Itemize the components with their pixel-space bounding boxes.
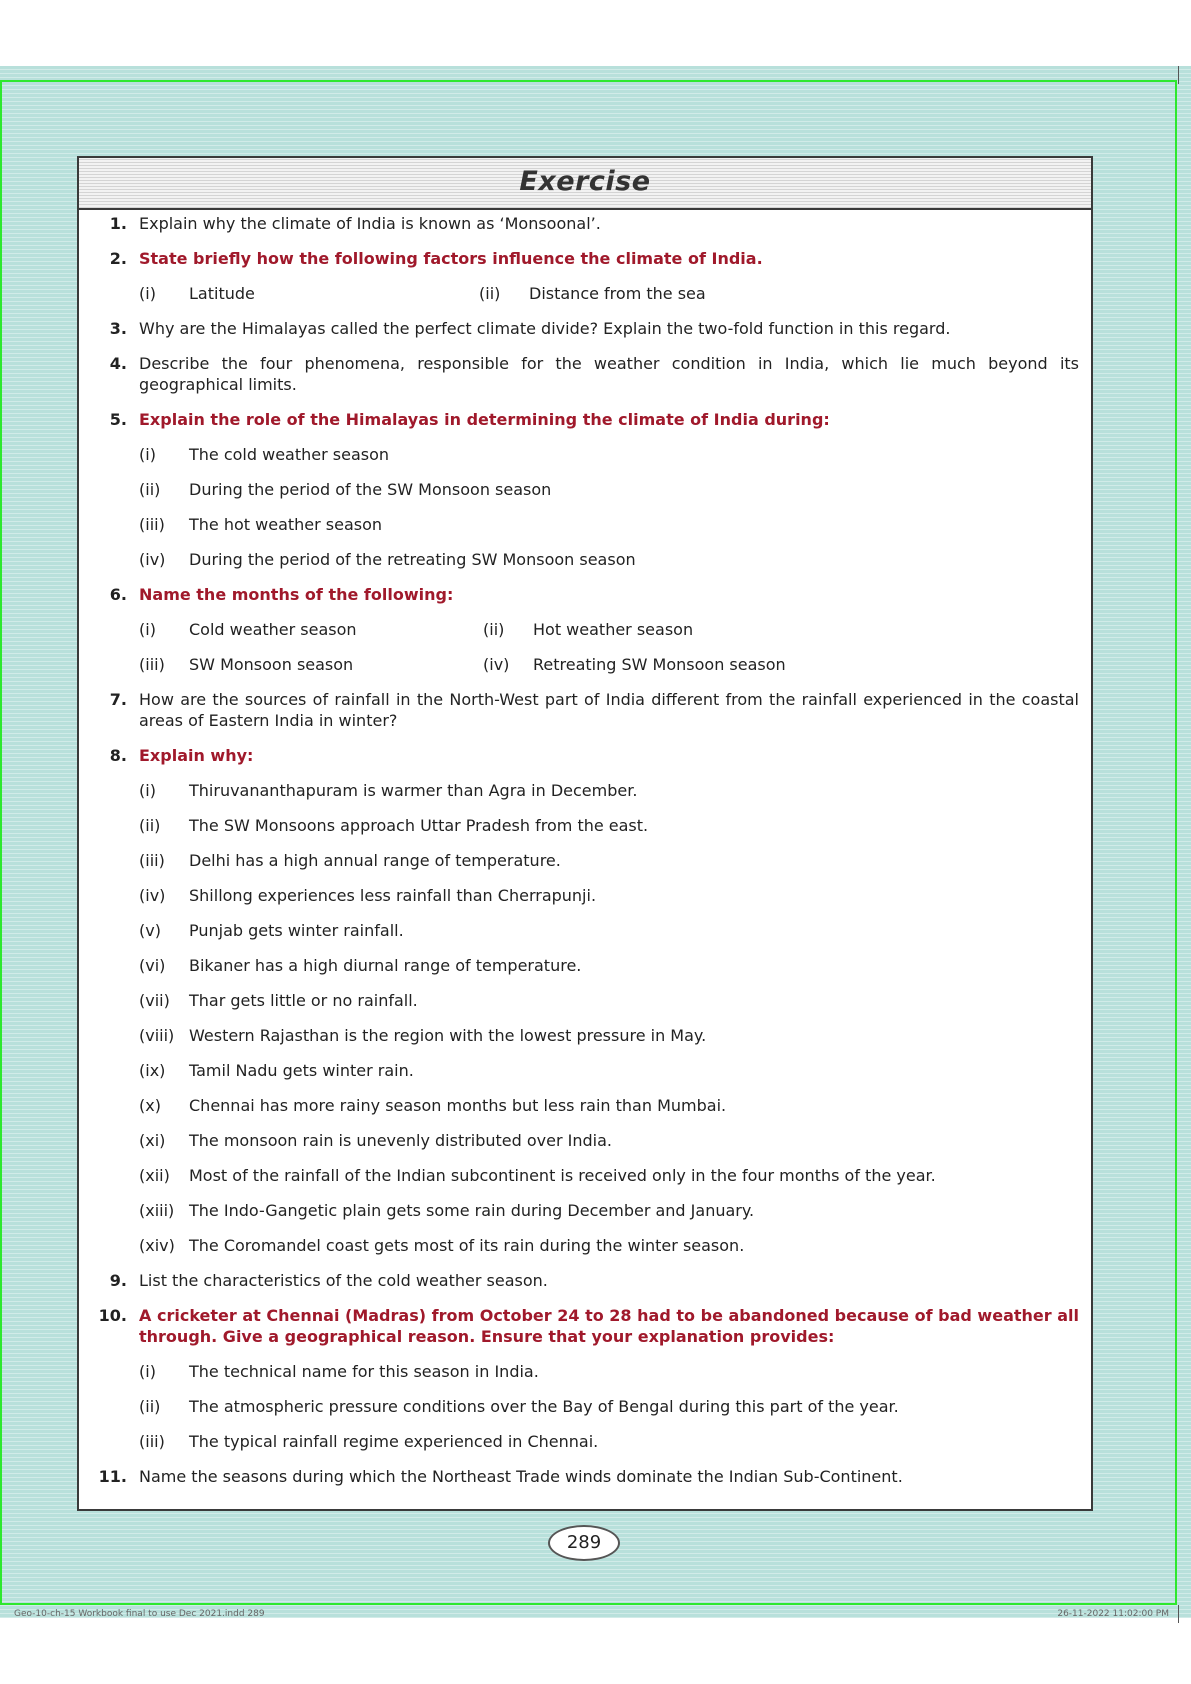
question-number: 11. — [98, 1467, 127, 1486]
sub-item-numeral: (vi) — [139, 956, 166, 975]
sub-item-numeral: (xiii) — [139, 1201, 175, 1220]
sub-item-text: Punjab gets winter rainfall. — [189, 921, 404, 940]
sub-item-numeral: (ii) — [139, 816, 161, 835]
page-number: 289 — [548, 1525, 620, 1561]
trim-mark-top — [1178, 66, 1179, 84]
question-text: Why are the Himalayas called the perfect climate divide? Explain the two-fold function in this regard. — [139, 319, 951, 338]
question-number: 3. — [109, 319, 127, 338]
sub-item-numeral: (v) — [139, 921, 161, 940]
question-text: List the characteristics of the cold weather season. — [139, 1271, 548, 1290]
sub-item-text: The cold weather season — [189, 445, 390, 464]
sub-item-numeral: (xiv) — [139, 1236, 175, 1255]
question-text: A cricketer at Chennai (Madras) from October 24 to 28 had to be abandoned because of bad weather all through. Give a geographical reason. Ensure that your explanation provides: — [139, 1306, 1079, 1346]
sub-item-numeral: (xi) — [139, 1131, 166, 1150]
sub-item-numeral: (i) — [139, 445, 156, 464]
sub-item-text: Thar gets little or no rainfall. — [189, 991, 418, 1010]
sub-item-numeral: (ii) — [139, 480, 161, 499]
exercise-panel — [77, 156, 1093, 1511]
sub-item-numeral: (i) — [139, 620, 156, 639]
sub-item-numeral: (iii) — [139, 515, 165, 534]
question-number: 8. — [109, 746, 127, 765]
sub-item-text: Most of the rainfall of the Indian subcontinent is received only in the four months of the year. — [189, 1166, 936, 1185]
sub-item-numeral: (vii) — [139, 991, 170, 1010]
sub-item-text: The hot weather season — [189, 515, 383, 534]
question-number: 9. — [109, 1271, 127, 1290]
sub-item-text: The monsoon rain is unevenly distributed over India. — [189, 1131, 613, 1150]
sub-item-text: The atmospheric pressure conditions over the Bay of Bengal during this part of the year. — [189, 1397, 899, 1416]
sub-item-text: Delhi has a high annual range of temperature. — [189, 851, 561, 870]
sub-item-numeral: (ii) — [479, 284, 501, 303]
sub-item-text: Western Rajasthan is the region with the lowest pressure in May. — [189, 1026, 707, 1045]
sub-item-text: SW Monsoon season — [189, 655, 354, 674]
sub-item-text: During the period of the retreating SW Monsoon season — [189, 550, 636, 569]
question-text: State briefly how the following factors influence the climate of India. — [139, 249, 763, 268]
sub-item-text: Retreating SW Monsoon season — [533, 655, 786, 674]
question-number: 10. — [98, 1306, 127, 1325]
sub-item-text: Bikaner has a high diurnal range of temperature. — [189, 956, 582, 975]
sub-item-text: During the period of the SW Monsoon season — [189, 480, 552, 499]
question-text: Name the seasons during which the Northeast Trade winds dominate the Indian Sub-Continent. — [139, 1467, 903, 1486]
sub-item-numeral: (ii) — [139, 1397, 161, 1416]
question-number: 2. — [109, 249, 127, 268]
sub-item-numeral: (iii) — [139, 851, 165, 870]
question-text: Name the months of the following: — [139, 585, 454, 604]
question-text: Describe the four phenomena, responsible for the weather condition in India, which lie much beyond its geographical limits. — [139, 354, 1079, 394]
sub-item-text: Chennai has more rainy season months but less rain than Mumbai. — [189, 1096, 727, 1115]
question-text: Explain the role of the Himalayas in determining the climate of India during: — [139, 410, 830, 429]
footer-file-info: Geo-10-ch-15 Workbook final to use Dec 2021.indd 289 — [14, 1609, 265, 1619]
sub-item-numeral: (iii) — [139, 1432, 165, 1451]
footer-timestamp: 26-11-2022 11:02:00 PM — [1057, 1609, 1169, 1619]
sub-item-text: Cold weather season — [189, 620, 357, 639]
sub-item-numeral: (ix) — [139, 1061, 166, 1080]
question-text: Explain why: — [139, 746, 254, 765]
question-number: 5. — [109, 410, 127, 429]
sub-item-text: Hot weather season — [533, 620, 694, 639]
sub-item-numeral: (i) — [139, 781, 156, 800]
question-number: 6. — [109, 585, 127, 604]
sub-item-numeral: (iv) — [139, 886, 166, 905]
trim-mark-bottom — [1178, 1605, 1179, 1623]
sub-item-text: The technical name for this season in India. — [189, 1362, 539, 1381]
question-number: 1. — [109, 214, 127, 233]
sub-item-text: Thiruvananthapuram is warmer than Agra in December. — [189, 781, 638, 800]
sub-item-numeral: (iii) — [139, 655, 165, 674]
sub-item-text: Shillong experiences less rainfall than Cherrapunji. — [189, 886, 597, 905]
sub-item-numeral: (i) — [139, 1362, 156, 1381]
question-text: How are the sources of rainfall in the North-West part of India different from the rainfall experienced in the coastal areas of Eastern India in winter? — [139, 690, 1079, 730]
sub-item-numeral: (viii) — [139, 1026, 175, 1045]
question-number: 7. — [109, 690, 127, 709]
sub-item-numeral: (xii) — [139, 1166, 170, 1185]
sub-item-numeral: (iv) — [139, 550, 166, 569]
page-title: Exercise — [519, 166, 651, 197]
sub-item-text: The typical rainfall regime experienced in Chennai. — [189, 1432, 599, 1451]
question-text: Explain why the climate of India is known as ‘Monsoonal’. — [139, 214, 601, 233]
sub-item-numeral: (i) — [139, 284, 156, 303]
sub-item-text: The Indo-Gangetic plain gets some rain during December and January. — [189, 1201, 755, 1220]
sub-item-text: Tamil Nadu gets winter rain. — [189, 1061, 414, 1080]
sub-item-text: Latitude — [189, 284, 255, 303]
sub-item-text: The Coromandel coast gets most of its rain during the winter season. — [189, 1236, 745, 1255]
sub-item-numeral: (iv) — [483, 655, 510, 674]
sub-item-text: The SW Monsoons approach Uttar Pradesh from the east. — [189, 816, 649, 835]
sub-item-text: Distance from the sea — [529, 284, 706, 303]
sub-item-numeral: (x) — [139, 1096, 161, 1115]
question-number: 4. — [109, 354, 127, 373]
title-bar — [79, 158, 1091, 210]
sub-item-numeral: (ii) — [483, 620, 505, 639]
